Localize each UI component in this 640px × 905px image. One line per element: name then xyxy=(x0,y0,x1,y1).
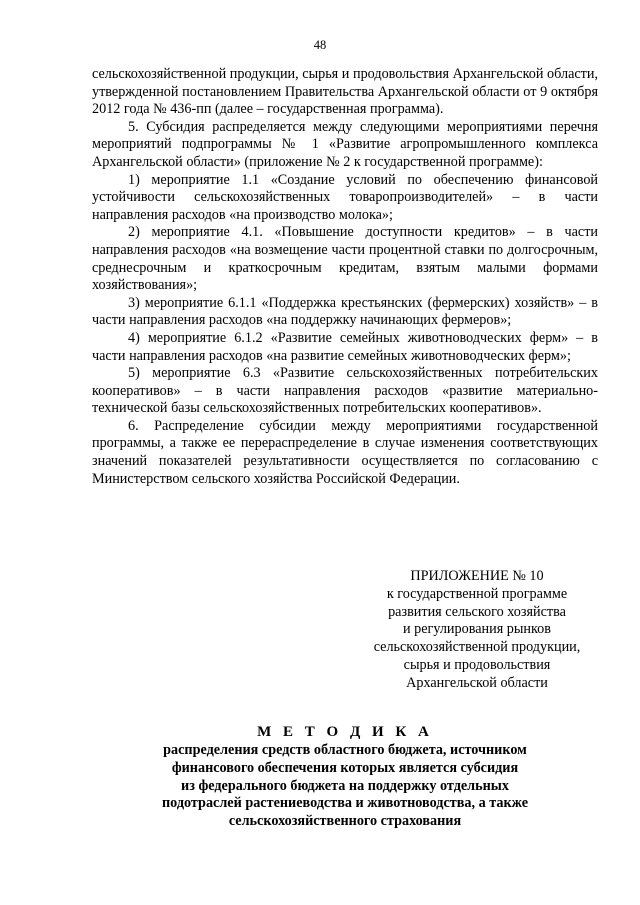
appendix-line: и регулирования рынков xyxy=(403,621,551,638)
paragraph-continuation: сельскохозяйственной продукции, сырья и продовольствия Архангельской области, утвержденной постановлением Правительства Архангельской области от 9 октября 2012 года № 436-пп (далее – государственная программа). xyxy=(92,66,598,118)
list-item-5: 5) мероприятие 6.3 «Развитие сельскохозяйственных потребительских кооперативов» – в части направления расходов «развитие материально-технической базы сельскохозяйственных потребительских кооперативов». xyxy=(92,365,598,417)
method-heading xyxy=(90,722,600,831)
appendix-line: к государственной программе xyxy=(386,585,568,602)
list-item-3: 3) мероприятие 6.1.1 «Поддержка крестьянских (фермерских) хозяйств» – в части направления расходов «на поддержку начинающих фермеров»; xyxy=(92,294,598,329)
list-item-2: 2) мероприятие 4.1. «Повышение доступности кредитов» – в части направления расходов «на возмещение части процентной ставки по долгосрочным, среднесрочным и краткосрочным кредитам, взятым малыми формами хозяйствования»; xyxy=(92,224,598,294)
paragraph-item-6: 6. Распределение субсидии между мероприятиями государственной программы, а также ее перераспределение в случае изменения соответствующих значений показателей результативности осуществляется по согласованию с Министерством сельского хозяйства Российской Федерации. xyxy=(92,417,598,487)
method-subtitle xyxy=(90,742,600,831)
body-text xyxy=(92,66,598,488)
appendix-heading xyxy=(352,568,602,693)
paragraph-item-5: 5. Субсидия распределяется между следующими мероприятиями перечня мероприятий подпрограммы № 1 «Развитие агропромышленного комплекса Архангельской области» (приложение № 2 к государственной программе): xyxy=(92,118,598,170)
list-item-1: 1) мероприятие 1.1 «Создание условий по обеспечению финансовой устойчивости сельскохозяйственных товаропроизводителей» – в части направления расходов «на производство молока»; xyxy=(92,171,598,223)
method-subtitle-line: подотраслей растениеводства и животноводства, а также xyxy=(161,795,529,812)
method-title: М Е Т О Д И К А xyxy=(257,724,433,740)
page-number: 48 xyxy=(313,38,327,52)
method-subtitle-line: финансового обеспечения которых является субсидия xyxy=(171,759,519,776)
method-subtitle-line: распределения средств областного бюджета, источником xyxy=(163,742,527,758)
appendix-line: развития сельского хозяйства xyxy=(388,603,566,620)
appendix-line: сельскохозяйственной продукции, xyxy=(373,639,581,656)
list-item-4: 4) мероприятие 6.1.2 «Развитие семейных животноводческих ферм» – в части направления расходов «на развитие семейных животноводческих ферм»; xyxy=(92,329,598,364)
appendix-line: сырья и продовольствия xyxy=(403,656,551,673)
appendix-line: Архангельской области xyxy=(406,674,548,691)
appendix-line: ПРИЛОЖЕНИЕ № 10 xyxy=(410,568,544,584)
method-subtitle-line: сельскохозяйственного страхования xyxy=(228,813,462,830)
method-subtitle-line: из федерального бюджета на поддержку отдельных xyxy=(181,777,509,794)
